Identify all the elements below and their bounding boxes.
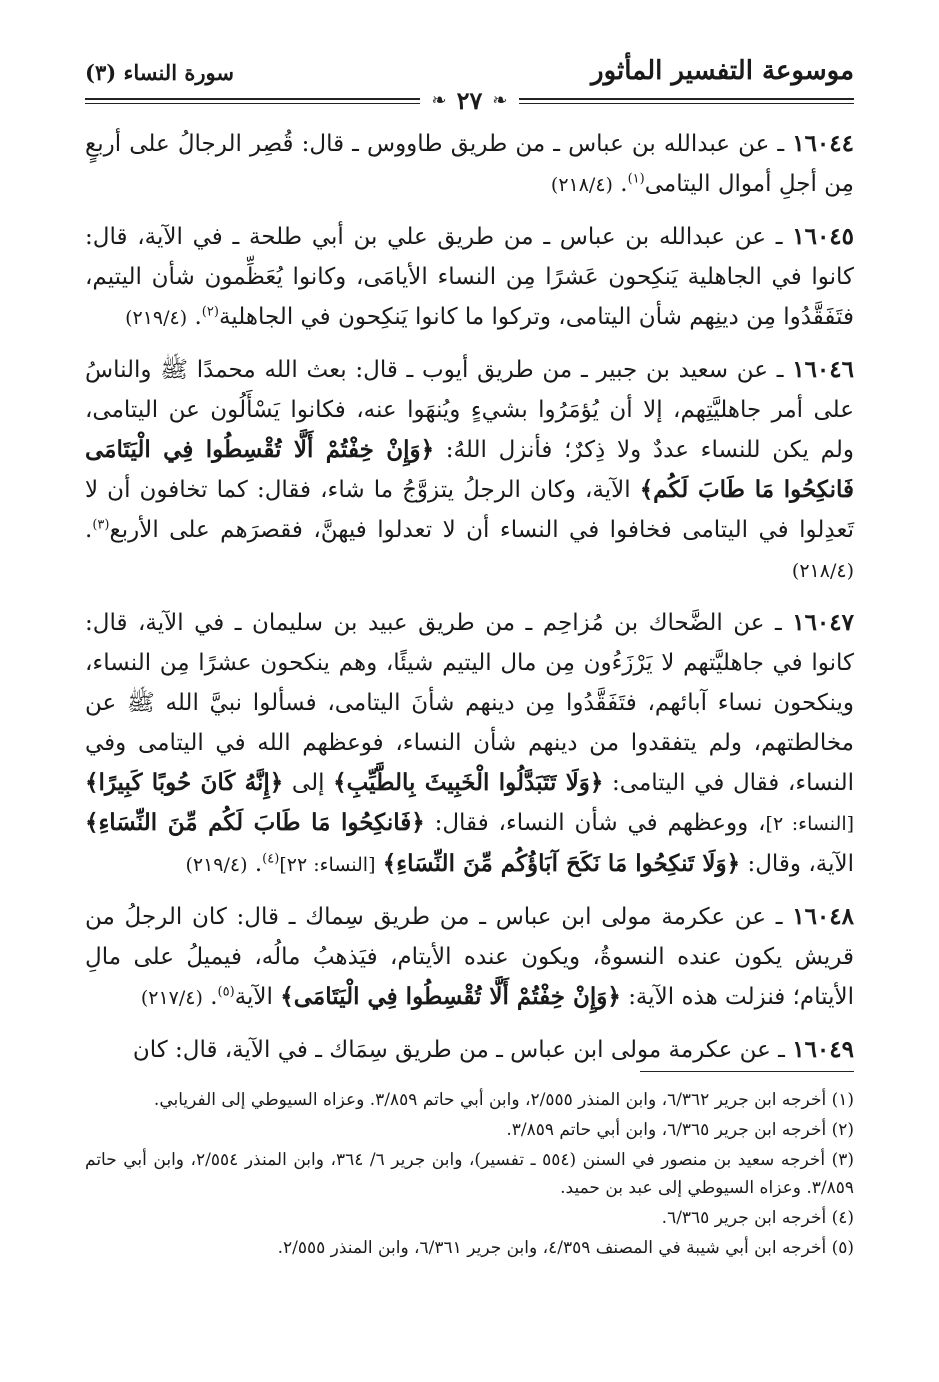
- footnote-marker: (٤): [262, 851, 280, 867]
- entry-text: ـ عن الضَّحاك بن مُزاحِم ـ من طريق عبيد بن سليمان ـ في الآية، قال: كانوا في جاهليَّتهم لا يَرْزَءُون مِن مال اليتيم شيئًا، وهم ينكحون عشرًا مِن النساء، وينكحون نساء آبائهم، فتَفَقَّدُوا مِن دينهم شأنَ اليتامى، فسألوا نبيَّ الله ﷺ عن مخالطتهم، ولم يتفقدوا من دينهم شأن النساء، فوعظهم الله في اليتامى وفي النساء، فقال في اليتامى:: [85, 610, 855, 796]
- entry-tail: .: [210, 984, 218, 1010]
- quran-quote: ﴿وَإِنْ خِفْتُمْ أَلَّا تُقْسِطُوا فِي الْيَتَامَى﴾: [280, 983, 621, 1010]
- entry-text: ـ عن سعيد بن جبير ـ من طريق أيوب ـ قال: بعث الله محمدًا ﷺ والناسُ على أمر جاهليَّتِهم، إلا أن يُؤمَرُوا بشيءٍ ويُنهَوا عنه، فكانوا يَسْأَلُون عن اليتامى، ولم يكن للنساء عددٌ ولا ذِكرٌ؛ فأنزل اللهُ:: [85, 357, 854, 463]
- entry-number: ١٦٠٤٨: [792, 903, 854, 930]
- entry-text: ـ عن عكرمة مولى ابن عباس ـ من طريق سِماك ـ قال: كان الرجلُ من قريش يكون عنده النسوةُ، ويكون عنده الأيتام، فيَذهبُ مالُه، فيميلُ على مالِ الأيتام؛ فنزلت هذه الآية:: [85, 904, 854, 1010]
- entry-text-continued: الآية، وكان الرجلُ يتزوَّجُ ما شاء، فقال: كما تخافون أن لا تَعدِلوا في اليتامى فخافوا في النساء أن لا تعدلوا فيهنَّ، فقصرَهم على الأربع: [85, 477, 854, 543]
- entry-16048: [85, 897, 854, 1018]
- volume-ref: (٢١٨/٤): [550, 174, 613, 196]
- entry-text: ـ عن عبدالله بن عباس ـ من طريق علي بن أبي طلحة ـ في الآية، قال: كانوا في الجاهلية يَنكِحون عَشرًا مِن النساء الأيامَى، وكانوا يُعَظِّمون شأن اليتيم، فتَفَقَّدُوا مِن دينِهم شأن اليتامى، وتركوا ما كانوا يَنكِحون في الجاهلية: [85, 224, 854, 330]
- entry-number: ١٦٠٤٥: [792, 223, 855, 250]
- volume-ref: (٢١٩/٤): [185, 854, 248, 876]
- entry-16047: [85, 603, 854, 885]
- entry-16046: [85, 350, 854, 591]
- surah-ref: [النساء: ٢٢]: [279, 854, 376, 876]
- entry-number: ١٦٠٤٧: [792, 609, 854, 636]
- quran-quote: ﴿وَإِنْ خِفْتُمْ أَلَّا تُقْسِطُوا فِي الْيَتَامَى فَانكِحُوا مَا طَابَ لَكُم﴾: [85, 436, 855, 503]
- quran-quote: ﴿وَلَا تَنكِحُوا مَا نَكَحَ آبَاؤُكُم مِّنَ النِّسَاءِ﴾: [382, 850, 741, 877]
- volume-ref: (٢١٨/٤): [791, 560, 854, 582]
- entry-text-continued: ، ووعظهم في شأن النساء، فقال:: [434, 810, 766, 836]
- entry-tail: .: [85, 517, 93, 543]
- entry-text-continued: إلى: [291, 770, 325, 796]
- ornament-left-icon: ❧: [431, 90, 447, 111]
- page-number: ٢٧: [456, 86, 483, 115]
- footnote-separator: [640, 1071, 854, 1072]
- main-text: [85, 124, 854, 1082]
- page-header: [85, 56, 854, 115]
- footnote-5: (٥) أخرجه ابن أبي شيبة في المصنف ٤/٣٥٩، وابن جرير ٦/٣٦١، وابن المنذر ٢/٥٥٥.: [277, 1238, 854, 1258]
- footnote-2: (٢) أخرجه ابن جرير ٦/٣٦٥، وابن أبي حاتم ٣/٨٥٩.: [506, 1120, 854, 1140]
- entry-text-continued: الآية، وقال:: [747, 851, 854, 877]
- volume-ref: (٢١٧/٤): [140, 987, 203, 1009]
- footnote-4: (٤) أخرجه ابن جرير ٦/٣٦٥.: [661, 1208, 854, 1228]
- volume-ref: (٢١٩/٤): [125, 307, 188, 329]
- entry-text: ـ عن عبدالله بن عباس ـ من طريق طاووس ـ قال: قُصِر الرجالُ على أربعٍ مِن أجلِ أموال اليتامى: [85, 131, 854, 197]
- entry-16049: [85, 1030, 854, 1070]
- quran-quote: ﴿إِنَّهُ كَانَ حُوبًا كَبِيرًا﴾: [85, 769, 284, 796]
- surah-title: سورة النساء (٣): [85, 60, 234, 85]
- footnote-marker: (٥): [217, 984, 235, 1000]
- quran-quote: ﴿وَلَا تَتَبَدَّلُوا الْخَبِيثَ بِالطَّيِّبِ﴾: [333, 769, 604, 796]
- entry-text-continued: الآية: [234, 984, 273, 1010]
- entry-16045: [85, 217, 854, 338]
- footnotes: [85, 1086, 854, 1264]
- entry-tail: .: [194, 304, 202, 330]
- entry-number: ١٦٠٤٩: [792, 1036, 854, 1063]
- entry-tail: .: [254, 851, 263, 877]
- entry-16044: [85, 124, 854, 205]
- footnote-marker: (٣): [92, 517, 110, 533]
- entry-number: ١٦٠٤٦: [792, 356, 854, 383]
- footnote-1: (١) أخرجه ابن جرير ٦/٣٦٢، وابن المنذر ٢/٥٥٥، وابن أبي حاتم ٣/٨٥٩. وعزاه السيوطي إلى الفريابي.: [153, 1090, 854, 1110]
- entry-tail: .: [620, 171, 628, 197]
- quran-quote: ﴿فَانكِحُوا مَا طَابَ لَكُم مِّنَ النِّسَاءِ﴾: [85, 809, 425, 836]
- ornament-right-icon: ❧: [492, 90, 508, 111]
- entry-text: ـ عن عكرمة مولى ابن عباس ـ من طريق سِمَاك ـ في الآية، قال: كان: [132, 1037, 785, 1063]
- footnote-marker: (٢): [201, 304, 219, 320]
- footnote-marker: (١): [627, 171, 645, 187]
- surah-ref: [النساء: ٢]: [765, 813, 855, 835]
- book-title: موسوعة التفسير المأثور: [591, 56, 854, 86]
- entry-number: ١٦٠٤٤: [792, 130, 854, 157]
- page-number-box: [420, 86, 520, 115]
- footnote-3: (٣) أخرجه سعيد بن منصور في السنن (٥٥٤ ـ تفسير)، وابن جرير ٦/ ٣٦٤، وابن المنذر ٢/٥٥٤، وابن أبي حاتم ٣/٨٥٩. وعزاه السيوطي إلى عبد بن حميد.: [85, 1150, 854, 1198]
